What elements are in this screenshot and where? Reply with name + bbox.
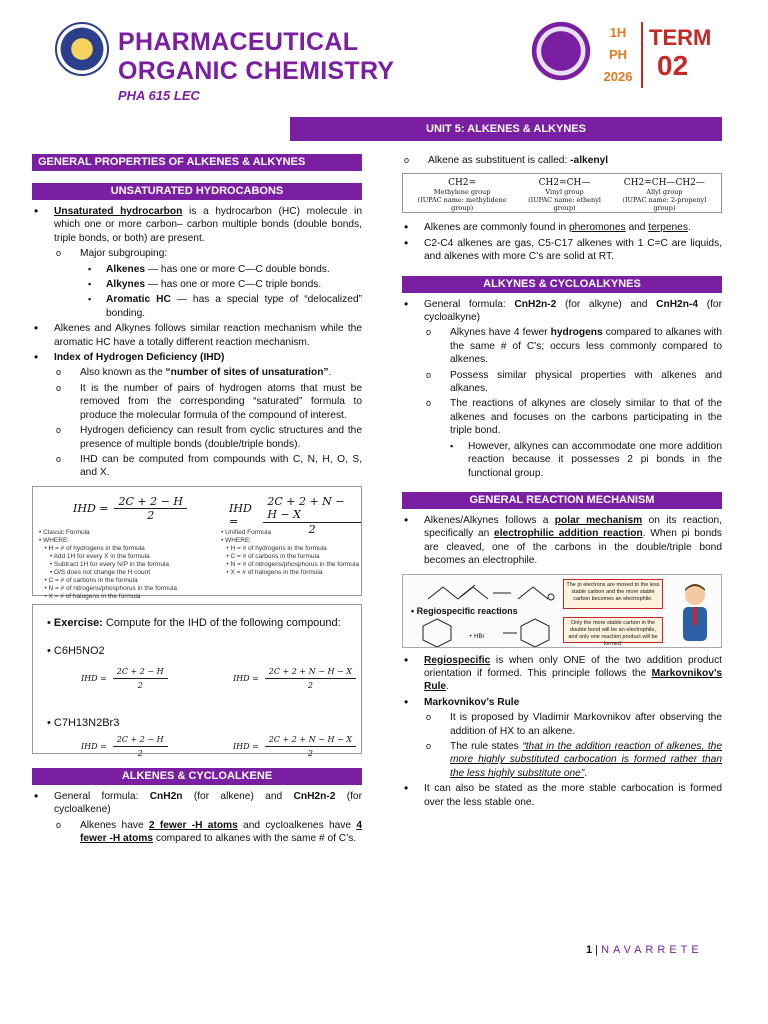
list-item: o IHD can be computed from compounds with C, N, H, O, S, and X. bbox=[54, 453, 362, 480]
section-alkynes-cycloalkynes: ALKYNES & CYCLOALKYNES bbox=[402, 276, 722, 293]
right-column bbox=[402, 154, 722, 811]
electron-callout: The pi electrons are moved to the less stable carbon and the more stable carbon becomes an electrophile. bbox=[563, 579, 663, 609]
alkenyl-group-formula: CH2= bbox=[448, 178, 477, 189]
header-divider bbox=[641, 22, 643, 88]
exercise-formula-classic: IHD = $\frac{2C + 2 - H}{2}$ bbox=[81, 733, 168, 761]
list-item: • C2-C4 alkenes are gas, C5-C17 alkenes with 1 C=C are liquids, and alkenes with more C’s are solid at RT. bbox=[402, 237, 722, 264]
page-header bbox=[0, 0, 768, 110]
unified-ihd-formula: IHD = $\frac{2C + 2 + N - H - X}{2}$ bbox=[229, 495, 361, 536]
alkenyl-group-iupac: (IUPAC name: 2-propenyl group) bbox=[622, 196, 707, 213]
left-column bbox=[32, 154, 362, 847]
alkene-structure-illustration bbox=[423, 577, 573, 607]
alkenes-list bbox=[32, 790, 362, 846]
unsaturated-list bbox=[32, 205, 362, 480]
exercise-formula-unified: IHD = $\frac{2C + 2 + N - H - X}{2}$ bbox=[233, 733, 356, 761]
classic-ihd-formula: IHD = $\frac{2C + 2 - H}{2}$ bbox=[73, 495, 187, 523]
section-general-reaction-mechanism: GENERAL REACTION MECHANISM bbox=[402, 492, 722, 509]
formula-note: • H = # of hydrogens in the formula bbox=[221, 544, 327, 552]
list-item: ▪ Alkenes — has one or more C—C double bonds. bbox=[88, 263, 362, 276]
alkenyl-groups-figure bbox=[402, 173, 722, 213]
hbr-reagent-label: + HBr bbox=[469, 633, 485, 640]
list-item: • General formula: CnH2n (for alkene) and CnH2n-2 (for cycloalkene) bbox=[32, 790, 362, 817]
formula-note: • N = # of nitrogens/phosphorus in the formula bbox=[221, 560, 359, 568]
formula-note: • Add 1H for every X in the formula bbox=[39, 552, 150, 560]
page-number: 1 bbox=[586, 944, 593, 956]
title-line-2: ORGANIC CHEMISTRY bbox=[118, 57, 395, 85]
semester-line-2: PH bbox=[608, 47, 628, 62]
formula-note: • C = # of carbons in the formula bbox=[221, 552, 320, 560]
list-item: • Markovnikov’s Rule bbox=[402, 696, 722, 709]
section-unsaturated-hydrocarbons: UNSATURATED HYDROCABONS bbox=[32, 183, 362, 200]
term-number: 02 bbox=[657, 50, 689, 81]
section-alkenes-cycloalkene: ALKENES & CYCLOALKENE bbox=[32, 768, 362, 785]
unit-title-bar: UNIT 5: ALKENES & ALKYNES bbox=[290, 117, 722, 141]
list-item: • Unsaturated hydrocarbon is a hydrocarbon (HC) molecule in which one or more carbon– carbon multiple bonds (double bonds, triple bonds, or both) are present. bbox=[32, 205, 362, 245]
unified-formula-notes bbox=[221, 529, 371, 577]
list-item: o Alkynes have 4 fewer hydrogens compared to alkanes with the same # of C’s; occurs less commonly compared to alkenes. bbox=[424, 326, 722, 366]
list-item: o Also known as the “number of sites of unsaturation”. bbox=[54, 366, 362, 379]
formula-note: • Unified Formula bbox=[221, 528, 271, 536]
college-crest-logo bbox=[528, 18, 594, 84]
ihd-formula-box bbox=[32, 486, 362, 600]
list-item: • Alkenes are commonly found in pheromones and terpenes. bbox=[402, 221, 722, 234]
list-item: ▪ However, alkynes can accommodate one more addition reaction because it possesses 2 pi bonds in the functional group. bbox=[450, 440, 722, 480]
list-item: ▪ Alkynes — has one or more C—C triple bonds. bbox=[88, 278, 362, 291]
exercise-formula-classic: IHD = $\frac{2C + 2 - H}{2}$ bbox=[81, 665, 168, 693]
list-item: o The reactions of alkynes are closely similar to that of the alkenes and focuses on the carbons participating in the triple bond. bbox=[424, 397, 722, 437]
formula-note: • H = # of hydrogens in the formula bbox=[39, 544, 145, 552]
alkenyl-group-item bbox=[517, 178, 611, 212]
formula-note: • N = # of nitrogens/phosphorus in the formula bbox=[39, 584, 177, 592]
formula-note: • C = # of carbons in the formula bbox=[39, 576, 138, 584]
term-word: TERM bbox=[649, 25, 712, 50]
semester-line-1: 1H bbox=[609, 25, 627, 40]
list-item: o Alkene as substituent is called: -alkenyl bbox=[402, 154, 722, 167]
exercise-question: • Exercise: Compute for the IHD of the following compound: bbox=[47, 616, 341, 629]
formula-note: • Subtract 1H for every N/P in the formula bbox=[39, 560, 170, 568]
alkenyl-group-item bbox=[407, 178, 517, 212]
list-item: o It is proposed by Vladimir Markovnikov after observing the addition of HX to an alkene. bbox=[424, 711, 722, 738]
formula-note: • X = # of halogens in the formula bbox=[221, 568, 323, 576]
list-item: • Alkenes and Alkynes follows similar reaction mechanism while the aromatic HC have a totally different reaction mechanism. bbox=[32, 322, 362, 349]
exercise-compound-1: • C6H5NO2 bbox=[47, 644, 105, 657]
formula-note: • X = # of halogens in the formula bbox=[39, 592, 141, 600]
alkenyl-group-item bbox=[612, 178, 717, 212]
list-item: ▪ Aromatic HC — has a special type of “delocalized” bonding. bbox=[88, 293, 362, 320]
alkenyl-group-iupac: (IUPAC name: ethenyl group) bbox=[528, 196, 601, 213]
list-item: • Alkenes/Alkynes follows a polar mechanism on its reaction, specifically an electrophilic addition reaction. When pi bonds are cleaved, one of the carbons in the double/triple bond becomes an electrophile. bbox=[402, 514, 722, 568]
cycloalkene-reaction-illustration bbox=[417, 617, 557, 647]
list-item: o It is the number of pairs of hydrogen atoms that must be removed from the corresponding “saturated” formula to produce the molecular formula of the compound of interest. bbox=[54, 382, 362, 422]
formula-note: • WHERE: bbox=[221, 536, 252, 544]
teacher-avatar-illustration bbox=[673, 581, 717, 645]
section-general-properties: GENERAL PROPERTIES OF ALKENES & ALKYNES bbox=[32, 154, 362, 171]
formula-note: • O/S does not change the H count bbox=[39, 568, 151, 576]
regiospecific-label: • Regiospecific reactions bbox=[411, 605, 518, 616]
list-item: o Alkenes have 2 fewer -H atoms and cycloalkenes have 4 fewer -H atoms compared to alkanes with the same # of C’s. bbox=[54, 819, 362, 846]
exercise-box bbox=[32, 604, 362, 759]
list-item: o The rule states “that in the addition reaction of alkenes, the more highly substituted carbocation is formed rather than the less highly substitute one”. bbox=[424, 740, 722, 780]
title-line-1: PHARMACEUTICAL bbox=[118, 28, 359, 56]
alkenyl-group-formula: CH2=CH— bbox=[538, 178, 591, 189]
list-item: o Hydrogen deficiency can result from cyclic structures and the presence of multiple bonds (double/triple bonds). bbox=[54, 424, 362, 451]
alkenyl-group-name: Methylene group bbox=[433, 188, 491, 197]
list-item: • Index of Hydrogen Deficiency (IHD) bbox=[32, 351, 362, 364]
list-item: • Regiospecific is when only ONE of the two addition product orientation if formed. This principle follows the Markovnikov’s Rule. bbox=[402, 654, 722, 694]
alkenyl-group-name: Allyl group bbox=[646, 188, 683, 197]
semester-label bbox=[598, 22, 638, 88]
semester-year: 2026 bbox=[603, 69, 633, 84]
page-footer: 1 | NAVARRETE bbox=[586, 944, 703, 956]
author-name: NAVARRETE bbox=[601, 944, 703, 956]
list-item: • General formula: CnH2n-2 (for alkyne) and CnH2n-4 (for cycloalkyne) bbox=[402, 298, 722, 325]
regiospecific-reaction-figure bbox=[402, 574, 722, 648]
term-label bbox=[649, 24, 711, 80]
formula-note: • Classic Formula bbox=[39, 528, 90, 536]
course-title bbox=[118, 28, 394, 86]
university-seal-logo bbox=[55, 22, 109, 76]
exercise-compound-2: • C7H13N2Br3 bbox=[47, 716, 120, 729]
formula-note: • WHERE: bbox=[39, 536, 70, 544]
exercise-formula-unified: IHD = $\frac{2C + 2 + N - H - X}{2}$ bbox=[233, 665, 356, 693]
course-code: PHA 615 LEC bbox=[118, 88, 200, 103]
electrophile-callout: Only the more stable carbon in the double bond will be an electrophile, and only one reaction product will be formed. bbox=[563, 617, 663, 643]
list-item: o Major subgrouping: bbox=[54, 247, 362, 260]
alkenyl-group-name: Vinyl group bbox=[545, 188, 584, 197]
alkenyl-group-iupac: (IUPAC name: methylidene group) bbox=[417, 196, 507, 213]
list-item: • It can also be stated as the more stable carbocation is formed over the less stable one. bbox=[402, 782, 722, 809]
alkenyl-group-formula: CH2=CH—CH2— bbox=[623, 178, 705, 189]
classic-formula-notes bbox=[39, 529, 189, 601]
list-item: o Possess similar physical properties with alkenes and alkanes. bbox=[424, 369, 722, 396]
